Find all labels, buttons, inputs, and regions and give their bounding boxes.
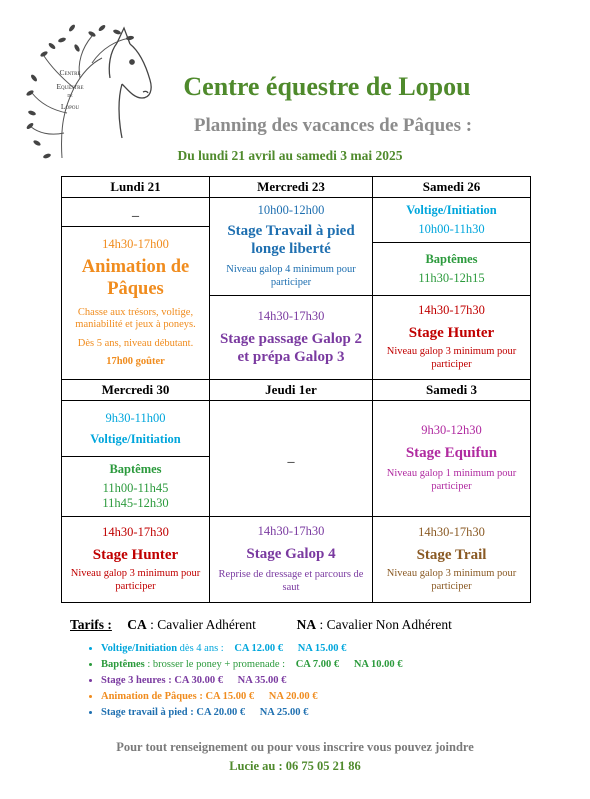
- mercredi-30-baptemes-time-1: 11h00-11h45: [102, 481, 169, 495]
- samedi-26-voltige-time: 10h00-11h30: [418, 222, 485, 236]
- price-item-detail: :: [165, 675, 175, 686]
- samedi-3-morning-time: 9h30-12h30: [421, 423, 482, 438]
- price-ca: CA 20.00 €: [196, 707, 246, 718]
- samedi-3-morning-cell: [373, 401, 531, 517]
- jeudi-1er-morning-empty: _: [210, 401, 373, 517]
- mercredi-30-voltige-time: 9h30-11h00: [105, 410, 166, 425]
- contact-line-1: Pour tout renseignement ou pour vous inscrire vous pouvez joindre: [116, 740, 474, 754]
- samedi-3-morning-level: Niveau galop 1 minimum pour participer: [386, 468, 517, 492]
- mercredi-23-morning-time: 10h00-12h00: [257, 203, 325, 218]
- samedi-3-afternoon-cell: [373, 517, 531, 603]
- jeudi-1er-afternoon-activity: Stage Galop 4: [246, 546, 336, 563]
- price-item-name: Voltige/Initiation: [101, 643, 178, 654]
- price-item-stage-3h: [101, 673, 403, 689]
- price-item-detail: : brosser le poney + promenade :: [144, 659, 286, 670]
- lundi-21-afternoon-age: Dès 5 ans, niveau débutant.: [77, 337, 194, 349]
- samedi-26-afternoon-activity: Stage Hunter: [408, 325, 495, 342]
- jeudi-1er-afternoon-description: Reprise de dressage et parcours de saut: [218, 569, 364, 593]
- logo-line-3: de: [67, 93, 73, 99]
- price-item-detail: :: [196, 691, 206, 702]
- price-item-voltige: [101, 641, 403, 657]
- mercredi-23-morning-level: Niveau galop 4 minimum pour participer: [226, 264, 356, 288]
- lundi-21-morning-empty: _: [62, 198, 210, 227]
- samedi-26-afternoon-cell: [373, 296, 531, 380]
- samedi-26-voltige-name: Voltige/Initiation: [406, 203, 497, 217]
- page-subtitle: Planning des vacances de Pâques :: [193, 115, 473, 136]
- jeudi-1er-afternoon-cell: [210, 517, 373, 603]
- mercredi-30-baptemes-time-2: 11h45-12h30: [102, 496, 169, 510]
- price-ca: CA 15.00 €: [205, 691, 255, 702]
- mercredi-30-voltige-name: Voltige/Initiation: [90, 431, 181, 446]
- price-item-name: Animation de Pâques: [101, 691, 197, 702]
- price-na: NA 15.00 €: [297, 643, 347, 654]
- mercredi-23-morning-cell: [210, 198, 373, 296]
- samedi-26-afternoon-time: 14h30-17h30: [418, 303, 485, 318]
- price-list: [84, 641, 403, 721]
- price-item-detail: :: [187, 707, 197, 718]
- contact-footer: [70, 738, 520, 776]
- price-na: NA 10.00 €: [353, 659, 403, 670]
- price-item-animation-paques: [101, 689, 403, 705]
- logo: [22, 18, 160, 166]
- mercredi-30-afternoon-activity: Stage Hunter: [92, 547, 179, 564]
- samedi-3-afternoon-activity: Stage Trail: [416, 547, 487, 564]
- ca-code: CA: [127, 617, 147, 632]
- price-item-name: Baptêmes: [101, 659, 145, 670]
- day-header-lundi-21: Lundi 21: [62, 177, 210, 198]
- na-meaning: : Cavalier Non Adhérent: [319, 617, 452, 632]
- price-ca: CA 7.00 €: [295, 659, 340, 670]
- price-item-travail-a-pied: [101, 705, 403, 721]
- mercredi-23-afternoon-activity: Stage passage Galop 2 et prépa Galop 3: [219, 331, 363, 365]
- lundi-21-afternoon-activity: Animation de Pâques: [81, 257, 190, 300]
- samedi-3-afternoon-level: Niveau galop 3 minimum pour participer: [386, 568, 517, 592]
- price-na: NA 35.00 €: [237, 675, 287, 686]
- price-item-name: Stage 3 heures: [101, 675, 166, 686]
- day-header-mercredi-30: Mercredi 30: [62, 380, 210, 401]
- mercredi-23-afternoon-cell: [210, 296, 373, 380]
- samedi-26-morning-cell: [373, 198, 531, 296]
- day-header-samedi-3: Samedi 3: [373, 380, 531, 401]
- samedi-26-baptemes-block: [373, 243, 530, 295]
- ca-meaning: : Cavalier Adhérent: [150, 617, 256, 632]
- mercredi-30-voltige-cell: [62, 401, 210, 457]
- contact-phone: 06 75 05 21 86: [285, 759, 361, 773]
- price-ca: CA 12.00 €: [234, 643, 284, 654]
- tarifs-legend: [70, 617, 452, 633]
- mercredi-30-afternoon-cell: [62, 517, 210, 603]
- price-item-baptemes: [101, 657, 403, 673]
- na-code: NA: [296, 617, 317, 632]
- planning-table: [61, 176, 531, 603]
- lundi-21-afternoon-cell: [62, 227, 210, 380]
- logo-line-1: Centre: [59, 68, 81, 77]
- page-title: Centre équestre de Lopou: [183, 72, 471, 101]
- tarifs-label: Tarifs :: [70, 617, 112, 632]
- logo-line-2: Equestre: [56, 82, 84, 91]
- horse-tree-logo-icon: [22, 18, 160, 166]
- date-range: Du lundi 21 avril au samedi 3 mai 2025: [177, 148, 403, 163]
- contact-line-2: [70, 757, 520, 776]
- jeudi-1er-afternoon-time: 14h30-17h30: [257, 524, 325, 539]
- lundi-21-afternoon-snack: 17h00 goûter: [106, 356, 165, 368]
- samedi-26-baptemes-name: Baptêmes: [425, 252, 478, 266]
- day-header-samedi-26: Samedi 26: [373, 177, 531, 198]
- lundi-21-afternoon-time: 14h30-17h00: [102, 237, 169, 252]
- samedi-3-morning-activity: Stage Equifun: [405, 445, 498, 462]
- price-na: NA 25.00 €: [259, 707, 309, 718]
- contact-prefix: Lucie au :: [229, 759, 286, 773]
- samedi-26-afternoon-level: Niveau galop 3 minimum pour participer: [386, 346, 517, 370]
- samedi-3-afternoon-time: 14h30-17h30: [418, 525, 485, 540]
- day-header-mercredi-23: Mercredi 23: [210, 177, 373, 198]
- samedi-26-baptemes-time: 11h30-12h15: [418, 271, 485, 285]
- day-header-jeudi-1er: Jeudi 1er: [210, 380, 373, 401]
- mercredi-23-morning-activity: Stage Travail à pied longe liberté: [227, 223, 355, 258]
- mercredi-30-baptemes-name: Baptêmes: [109, 462, 162, 476]
- mercredi-30-afternoon-time: 14h30-17h30: [102, 525, 169, 540]
- lundi-21-afternoon-description: Chasse aux trésors, voltige, maniabilité et jeux à poneys.: [75, 306, 196, 331]
- logo-line-4: Lopou: [60, 102, 80, 111]
- price-item-name: Stage travail à pied: [101, 707, 188, 718]
- price-na: NA 20.00 €: [268, 691, 318, 702]
- samedi-26-voltige-block: [373, 198, 530, 243]
- mercredi-23-afternoon-time: 14h30-17h30: [257, 309, 325, 323]
- mercredi-30-afternoon-level: Niveau galop 3 minimum pour participer: [70, 568, 201, 592]
- mercredi-30-baptemes-cell: [62, 457, 210, 517]
- price-ca: CA 30.00 €: [174, 675, 224, 686]
- price-item-detail: dès 4 ans :: [177, 643, 224, 654]
